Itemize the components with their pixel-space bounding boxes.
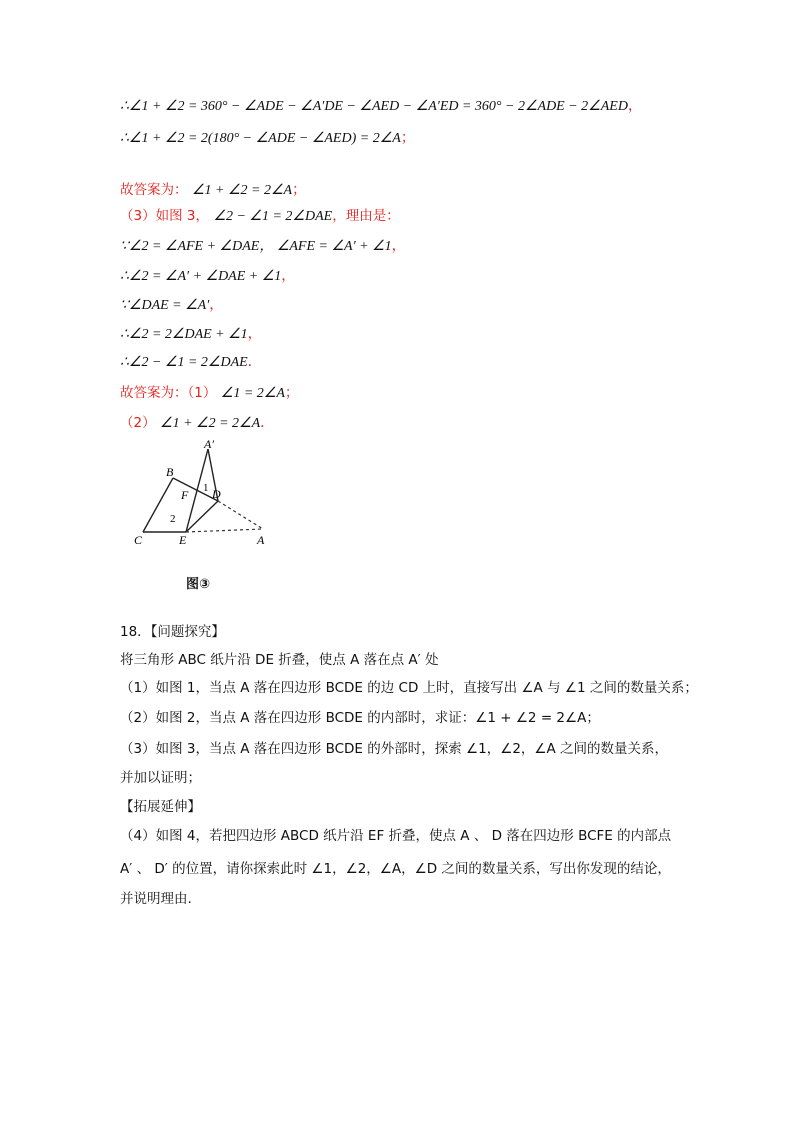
label-A-prime: A′ — [204, 438, 214, 451]
question-4: （4）如图 4，若把四边形 ABCD 纸片沿 EF 折叠，使点 A 、 D 落在四边形 BCFE 的内部点 — [120, 828, 672, 844]
dashed-DA — [218, 501, 263, 529]
final-answer-line-1 — [120, 383, 299, 404]
question-4-end: 并说明理由. — [120, 891, 192, 907]
equation: ∴∠2 = ∠A′ + ∠DAE + ∠1 — [120, 269, 282, 284]
equation: ∴∠1 + ∠2 = 2(180° − ∠ADE − ∠AED) = 2∠A — [120, 131, 401, 146]
part3-line — [120, 206, 400, 227]
punctuation: ， — [391, 238, 406, 254]
label-E: E — [179, 533, 187, 547]
segment-CB — [143, 478, 173, 532]
part3-expression: ∠2 − ∠1 = 2∠DAE — [213, 209, 333, 224]
equation: ∵∠2 = ∠AFE + ∠DAE， ∠AFE = ∠A′ + ∠1 — [120, 239, 392, 254]
part3-prefix: （3）如图 3， — [120, 208, 209, 224]
figure-drawing — [118, 438, 288, 568]
label-B: B — [166, 465, 174, 479]
step-line-1 — [120, 236, 406, 257]
step-line-4 — [120, 324, 262, 345]
answer-expression: ∠1 + ∠2 = 2∠A — [191, 183, 293, 198]
final-expression-2: ∠1 + ∠2 = 2∠A — [160, 416, 261, 431]
label-C: C — [134, 533, 143, 547]
label-D: D — [212, 487, 221, 501]
question-4-continued: A′ 、 D′ 的位置，请你探索此时 ∠1，∠2，∠A，∠D 之间的数量关系，写出你发现的结论， — [120, 861, 671, 877]
extension-heading: 【拓展延伸】 — [120, 799, 201, 815]
solution-line-1 — [120, 96, 642, 117]
equation: ∴∠2 − ∠1 = 2∠DAE — [120, 355, 248, 370]
step-line-5 — [120, 352, 262, 373]
answer-prefix: 故答案为： — [120, 182, 188, 198]
punctuation: ； — [400, 130, 415, 146]
final2-prefix: （2） — [120, 415, 156, 431]
label-angle-1: 1 — [203, 482, 209, 494]
answer-line — [120, 180, 306, 201]
part3-suffix: ，理由是： — [332, 208, 400, 224]
punctuation: ， — [209, 297, 224, 313]
step-line-2 — [120, 266, 295, 287]
problem-intro: 将三角形 ABC 纸片沿 DE 折叠，使点 A 落在点 A′ 处 — [120, 652, 439, 668]
question-3: （3）如图 3，当点 A 落在四边形 BCDE 的外部时，探索 ∠1，∠2，∠A 之间的数量关系， — [120, 741, 669, 757]
equation: ∴∠1 + ∠2 = 360° − ∠ADE − ∠A′DE − ∠AED − ∠A′ED = 360° − 2∠ADE − 2∠AED — [120, 99, 628, 114]
final-expression-1: ∠1 = 2∠A — [220, 386, 285, 401]
figure-caption: 图③ — [186, 577, 211, 592]
solution-line-2 — [120, 128, 415, 149]
question-2: （2）如图 2，当点 A 落在四边形 BCDE 的内部时，求证：∠1 + ∠2 = 2∠A； — [120, 710, 600, 726]
dashed-EA — [186, 529, 263, 532]
punctuation: ， — [627, 98, 642, 114]
problem-heading: 18．【问题探究】 — [120, 624, 225, 640]
question-1: （1）如图 1，当点 A 落在四边形 BCDE 的边 CD 上时，直接写出 ∠A 与 ∠1 之间的数量关系； — [120, 680, 698, 696]
punctuation: ， — [281, 268, 296, 284]
punctuation: ； — [292, 182, 307, 198]
label-angle-2: 2 — [170, 513, 176, 525]
punctuation: ； — [284, 385, 299, 401]
equation: ∵∠DAE = ∠A′ — [120, 298, 210, 313]
final-answer-line-2 — [120, 413, 274, 434]
label-A: A — [257, 533, 265, 547]
step-line-3 — [120, 295, 223, 316]
punctuation: ． — [247, 354, 262, 370]
label-F: F — [181, 488, 189, 502]
question-3-continued: 并加以证明； — [120, 770, 201, 786]
punctuation: ． — [260, 415, 275, 431]
punctuation: ， — [247, 326, 262, 342]
equation: ∴∠2 = 2∠DAE + ∠1 — [120, 327, 248, 342]
final-prefix: 故答案为：（1） — [120, 385, 217, 401]
